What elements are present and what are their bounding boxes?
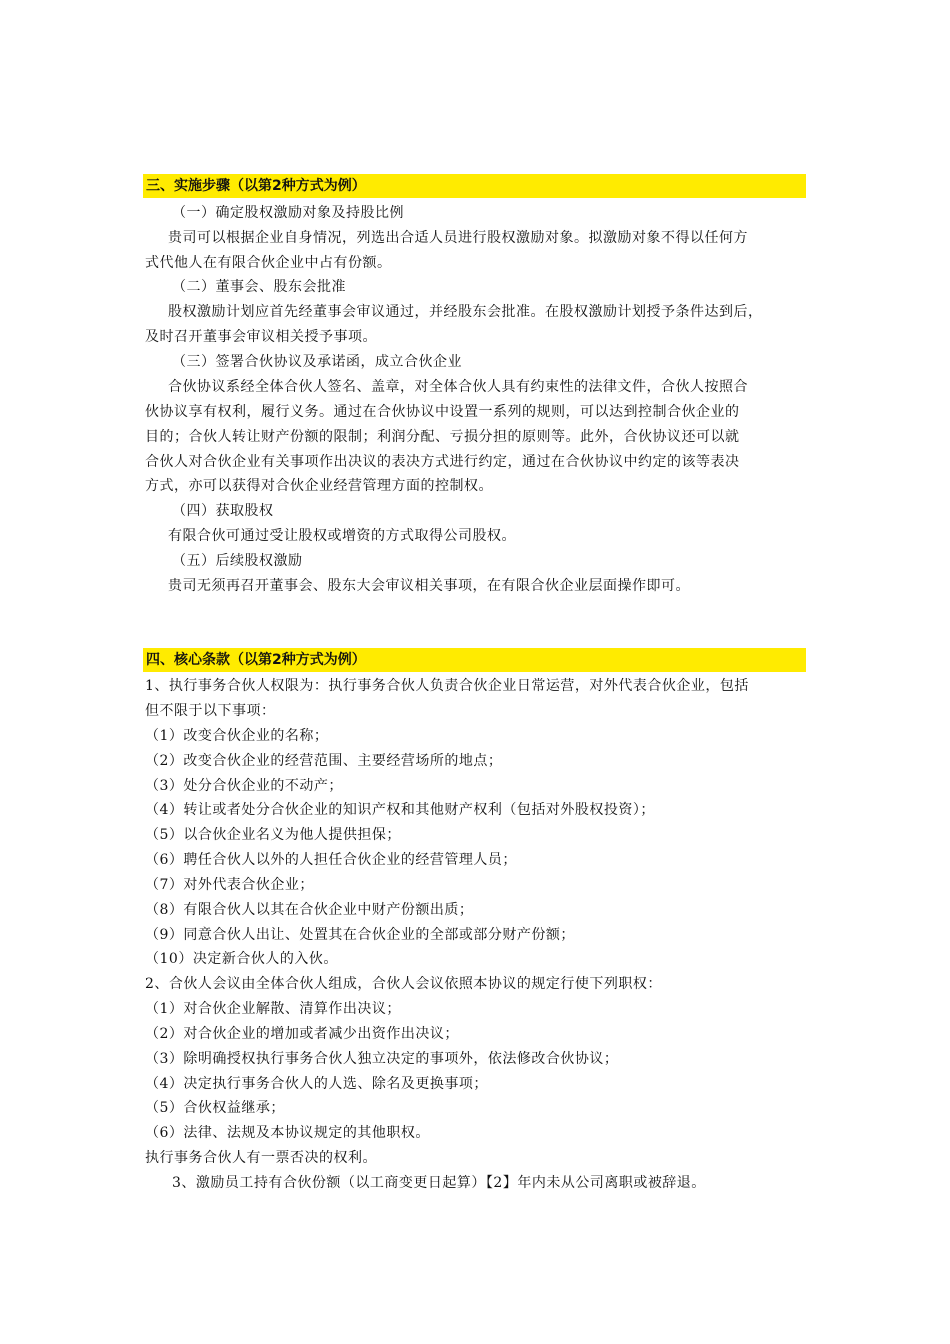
section-3-paragraph-line: 目的；合伙人转让财产份额的限制；利润分配、亏损分担的原则等。此外，合伙协议还可以就 — [145, 429, 740, 445]
clause-list-item: （5）合伙权益继承； — [145, 1100, 285, 1116]
clause-list-item: （2）对合伙企业的增加或者减少出资作出决议； — [145, 1026, 459, 1042]
clause-list-item: （1）改变合伙企业的名称； — [145, 728, 329, 744]
section-3-paragraph-line: 股权激励计划应首先经董事会审议通过，并经股东会批准。在股权激励计划授予条件达到后， — [168, 304, 763, 320]
clause-list-item: （10）决定新合伙人的入伙。 — [145, 951, 338, 967]
veto-right-line: 执行事务合伙人有一票否决的权利。 — [145, 1150, 377, 1166]
clause-list-item: （5）以合伙企业名义为他人提供担保； — [145, 827, 401, 843]
section-3-paragraph-line: 及时召开董事会审议相关授予事项。 — [145, 329, 377, 345]
section-3-heading: 三、实施步骤（以第2种方式为例） — [143, 174, 806, 198]
clause-2-line: 2、合伙人会议由全体合伙人组成，合伙人会议依照本协议的规定行使下列职权： — [145, 976, 662, 992]
clause-list-item: （7）对外代表合伙企业； — [145, 877, 314, 893]
section-3-paragraph-line: 贵司无须再召开董事会、股东大会审议相关事项，在有限合伙企业层面操作即可。 — [168, 578, 690, 594]
clause-list-item: （6）聘任合伙人以外的人担任合伙企业的经营管理人员； — [145, 852, 517, 868]
clause-1-line: 但不限于以下事项： — [145, 703, 276, 719]
section-4-heading: 四、核心条款（以第2种方式为例） — [143, 648, 806, 672]
section-3-paragraph-line: 有限合伙可通过受让股权或增资的方式取得公司股权。 — [168, 528, 516, 544]
section-3-subheading-1: （一）确定股权激励对象及持股比例 — [172, 205, 404, 221]
section-3-subheading-2: （二）董事会、股东会批准 — [172, 279, 346, 295]
section-3-subheading-4: （四）获取股权 — [172, 503, 274, 519]
section-3-paragraph-line: 方式，亦可以获得对合伙企业经营管理方面的控制权。 — [145, 478, 493, 494]
clause-list-item: （8）有限合伙人以其在合伙企业中财产份额出质； — [145, 902, 474, 918]
section-3-subheading-3: （三）签署合伙协议及承诺函，成立合伙企业 — [172, 354, 462, 370]
clause-list-item: （1）对合伙企业解散、清算作出决议； — [145, 1001, 401, 1017]
clause-list-item: （2）改变合伙企业的经营范围、主要经营场所的地点； — [145, 753, 503, 769]
section-3-paragraph-line: 贵司可以根据企业自身情况，列选出合适人员进行股权激励对象。拟激励对象不得以任何方 — [168, 230, 748, 246]
clause-list-item: （9）同意合伙人出让、处置其在合伙企业的全部或部分财产份额； — [145, 927, 575, 943]
section-3-paragraph-line: 伙协议享有权利，履行义务。通过在合伙协议中设置一系列的规则，可以达到控制合伙企业的 — [145, 404, 740, 420]
section-3-paragraph-line: 合伙人对合伙企业有关事项作出决议的表决方式进行约定，通过在合伙协议中约定的该等表决 — [145, 454, 740, 470]
clause-list-item: （3）处分合伙企业的不动产； — [145, 778, 343, 794]
clause-3-line: 3、激励员工持有合伙份额（以工商变更日起算）【2】年内未从公司离职或被辞退。 — [172, 1175, 706, 1191]
clause-list-item: （4）决定执行事务合伙人的人选、除名及更换事项； — [145, 1076, 488, 1092]
clause-list-item: （6）法律、法规及本协议规定的其他职权。 — [145, 1125, 430, 1141]
section-3-subheading-5: （五）后续股权激励 — [172, 553, 303, 569]
clause-1-line: 1、执行事务合伙人权限为：执行事务合伙人负责合伙企业日常运营，对外代表合伙企业，包括 — [145, 678, 749, 694]
section-3-paragraph-line: 合伙协议系经全体合伙人签名、盖章，对全体合伙人具有约束性的法律文件，合伙人按照合 — [168, 379, 748, 395]
clause-list-item: （4）转让或者处分合伙企业的知识产权和其他财产权利（包括对外股权投资）； — [145, 802, 655, 818]
clause-list-item: （3）除明确授权执行事务合伙人独立决定的事项外，依法修改合伙协议； — [145, 1051, 619, 1067]
section-3-paragraph-line: 式代他人在有限合伙企业中占有份额。 — [145, 255, 392, 271]
